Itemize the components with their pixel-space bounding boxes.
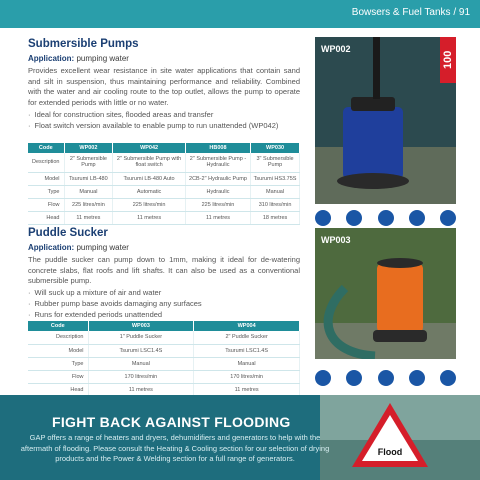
safety-glasses-icon [315,210,331,226]
table-cell: 170 litres/min [88,370,194,383]
table-cell: 11 metres [185,211,250,224]
flood-sign-image [320,395,480,480]
table-cell: 310 litres/min [251,198,300,211]
table-cell: Tsurumi LB-480 [64,172,113,185]
table-header-row [28,143,300,153]
badge-100: 100 [440,37,456,83]
row-label: Type [28,185,64,198]
table-cell: 225 litres/min [113,198,186,211]
table-cell: 2" Submersible Pump with float switch [113,153,186,172]
table-cell: Tsurumi LSC1.4S [194,344,300,357]
wp003-tag: WP003 [321,235,351,245]
application-label: Application: [28,243,75,252]
table-row [28,370,300,383]
overalls-icon [440,210,456,226]
table-cell: 11 metres [64,211,113,224]
table-cell: 11 metres [113,211,186,224]
col-header: WP004 [194,321,300,331]
ear-protection-icon [409,370,425,386]
row-label: Model [28,344,88,357]
flood-sign-photo [320,395,480,480]
table-cell: Manual [88,357,194,370]
table-cell: 225 litres/min [64,198,113,211]
bullet-item: · Float switch version available to enable pump to run unattended (WP042) [28,120,308,131]
table-cell: 18 metres [251,211,300,224]
row-label: Description [28,153,64,172]
sign-text: Flood [377,447,403,457]
safety-icons-wp003 [315,370,456,386]
row-label: Head [28,211,64,224]
table-row [28,344,300,357]
table-row [28,198,300,211]
col-header: Code [28,321,88,331]
puddle-sucker-image [315,228,456,359]
col-header: WP030 [251,143,300,153]
submersible-description: Provides excellent wear resistance in site water applications that contain sand and silt in suspension, thus maintaining performance and reliability. Combined with the water and air cooling route to the top outlet, allows the pump to operate for extended periods with little or no water. [28,66,300,107]
table-row [28,185,300,198]
puddle-title: Puddle Sucker [28,227,108,239]
application-value: pumping water [76,54,129,63]
safety-glasses-icon [315,370,331,386]
safety-icons-wp002 [315,210,456,226]
col-header: WP042 [113,143,186,153]
flooding-banner [0,395,480,480]
row-label: Flow [28,198,64,211]
table-cell: Manual [194,357,300,370]
application-label: Application: [28,54,75,63]
table-cell: 170 litres/min [194,370,300,383]
row-label: Head [28,383,88,396]
puddle-bullets [28,287,308,320]
ear-protection-icon [409,210,425,226]
row-label: Type [28,357,88,370]
table-cell: 11 metres [194,383,300,396]
puddle-application [28,243,129,252]
table-row [28,211,300,224]
table-cell: 2" Puddle Sucker [194,331,300,344]
table-cell: Tsurumi LSC1.4S [88,344,194,357]
table-cell: 225 litres/min [185,198,250,211]
table-cell: 3" Submersible Pump [251,153,300,172]
row-label: Model [28,172,64,185]
table-cell: Automatic [113,185,186,198]
banner-heading: FIGHT BACK AGAINST FLOODING [52,414,291,430]
table-cell: 2" Submersible Pump [64,153,113,172]
safety-boots-icon [346,210,362,226]
safety-gloves-icon [378,210,394,226]
table-cell: 1" Puddle Sucker [88,331,194,344]
table-cell: Manual [251,185,300,198]
row-label: Flow [28,370,88,383]
safety-boots-icon [346,370,362,386]
page-header [0,0,480,28]
table-header-row [28,321,300,331]
table-row [28,331,300,344]
table-cell: 11 metres [88,383,194,396]
bullet-item: · Ideal for construction sites, flooded areas and transfer [28,109,308,120]
table-row [28,172,300,185]
table-cell: 2CB-2" Hydraulic Pump [185,172,250,185]
col-header: WP003 [88,321,194,331]
col-header: WP002 [64,143,113,153]
submersible-application [28,54,129,63]
application-value: pumping water [76,243,129,252]
bullet-item: · Rubber pump base avoids damaging any surfaces [28,298,308,309]
table-cell: Manual [64,185,113,198]
table-row [28,153,300,172]
pump-image [315,37,456,204]
bullet-item: · Runs for extended periods unattended [28,309,308,320]
wp002-product-photo [315,37,456,204]
col-header: HB008 [185,143,250,153]
puddle-spec-table [28,321,300,397]
submersible-title: Submersible Pumps [28,38,139,50]
table-row [28,357,300,370]
wp003-product-photo [315,228,456,359]
submersible-bullets [28,109,308,131]
puddle-description: The puddle sucker can pump down to 1mm, making it ideal for de-watering concrete slabs, flat roofs and lift shafts. It can also be used as a conventional submersible pump. [28,255,300,285]
bullet-item: · Will suck up a mixture of air and water [28,287,308,298]
wp002-tag: WP002 [321,44,351,54]
safety-gloves-icon [378,370,394,386]
table-cell: Tsurumi HS3.75S [251,172,300,185]
submersible-spec-table [28,143,300,225]
row-label: Description [28,331,88,344]
table-cell: Hydraulic [185,185,250,198]
page-label: Bowsers & Fuel Tanks / 91 [351,7,470,18]
overalls-icon [440,370,456,386]
banner-text: GAP offers a range of heaters and dryers, dehumidifiers and generators to help with the aftermath of flooding. Please consult the Heating & Cooling section for our selection of drying products and the Power & Welding section for a full range of generators. [20,433,330,463]
table-cell: 2" Submersible Pump - Hydraulic [185,153,250,172]
col-header: Code [28,143,64,153]
table-cell: Tsurumi LB-480 Auto [113,172,186,185]
